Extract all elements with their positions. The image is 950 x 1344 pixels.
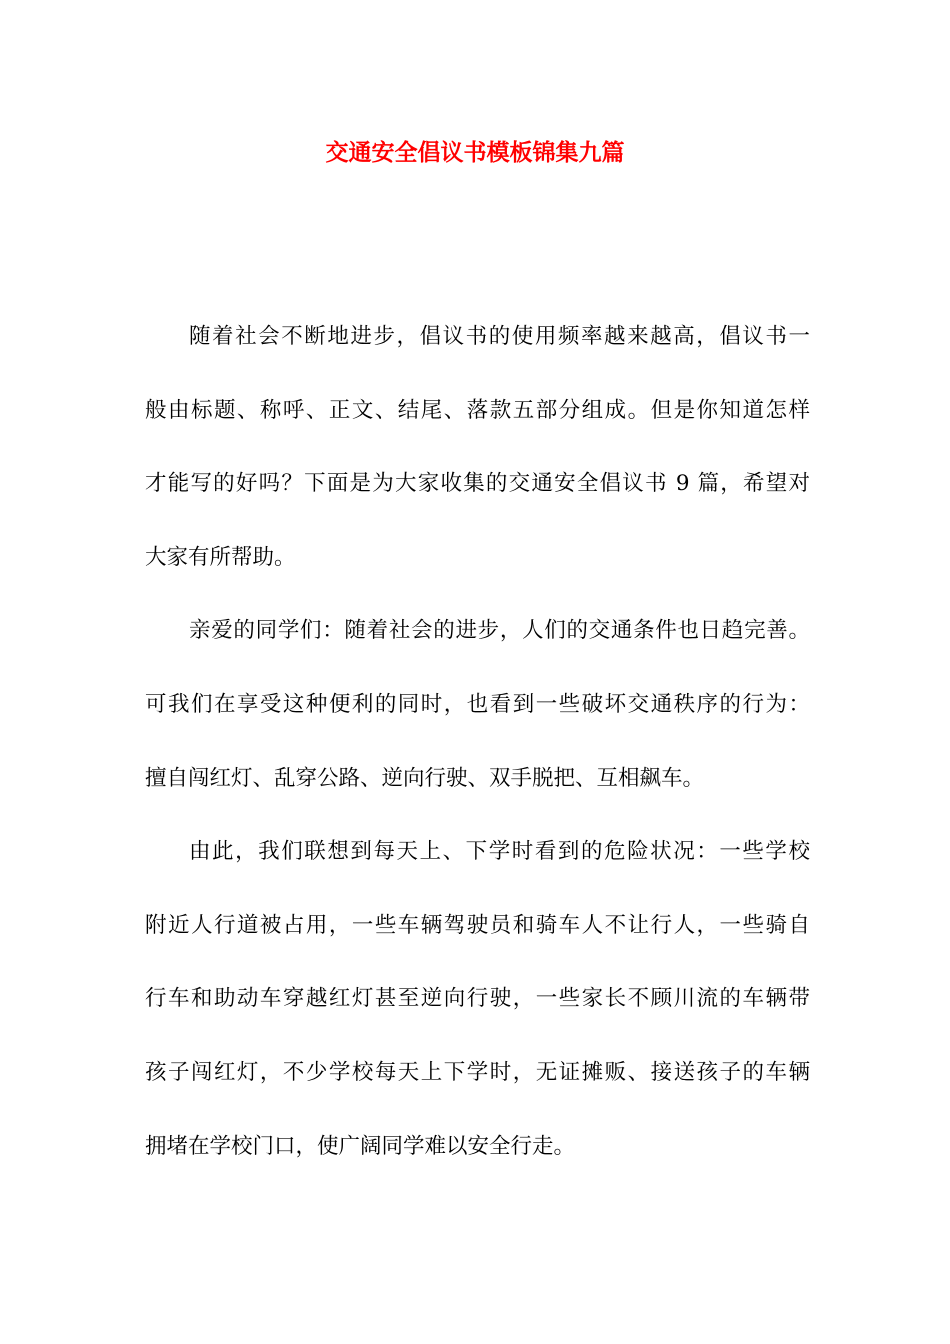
paragraph-line: 随着社会不断地进步，倡议书的使用频率越来越高，倡议书一: [189, 324, 810, 349]
paragraph-3: [145, 832, 810, 1200]
paragraph-line: 附近人行道被占用，一些车辆驾驶员和骑车人不让行人，一些骑自: [145, 912, 810, 938]
paragraph-line: 大家有所帮助。: [145, 544, 296, 570]
paragraph-line: 行车和助动车穿越红灯甚至逆向行驶，一些家长不顾川流的车辆带: [145, 986, 810, 1012]
document-body: [145, 317, 810, 1200]
paragraph-line: 般由标题、称呼、正文、结尾、落款五部分组成。但是你知道怎样: [145, 397, 810, 423]
paragraph-line: 孩子闯红灯，不少学校每天上下学时，无证摊贩、接送孩子的车辆: [145, 1059, 810, 1085]
paragraph-line: 拥堵在学校门口，使广阔同学难以安全行走。: [145, 1133, 576, 1159]
paragraph-line: 才能写的好吗？下面是为大家收集的交通安全倡议书 9 篇，希望对: [145, 471, 810, 497]
paragraph-line: 亲爱的同学们：随着社会的进步，人们的交通条件也日趋完善。: [189, 618, 810, 644]
paragraph-line: 可我们在享受这种便利的同时，也看到一些破坏交通秩序的行为：: [145, 691, 810, 717]
document-title: 交通安全倡议书模板锦集九篇: [325, 139, 625, 166]
paragraph-line: 由此，我们联想到每天上、下学时看到的危险状况：一些学校: [189, 839, 810, 865]
paragraph-2: [145, 611, 810, 832]
paragraph-line: 擅自闯红灯、乱穿公路、逆向行驶、双手脱把、互相飙车。: [145, 765, 705, 791]
paragraph-1: [145, 317, 810, 611]
